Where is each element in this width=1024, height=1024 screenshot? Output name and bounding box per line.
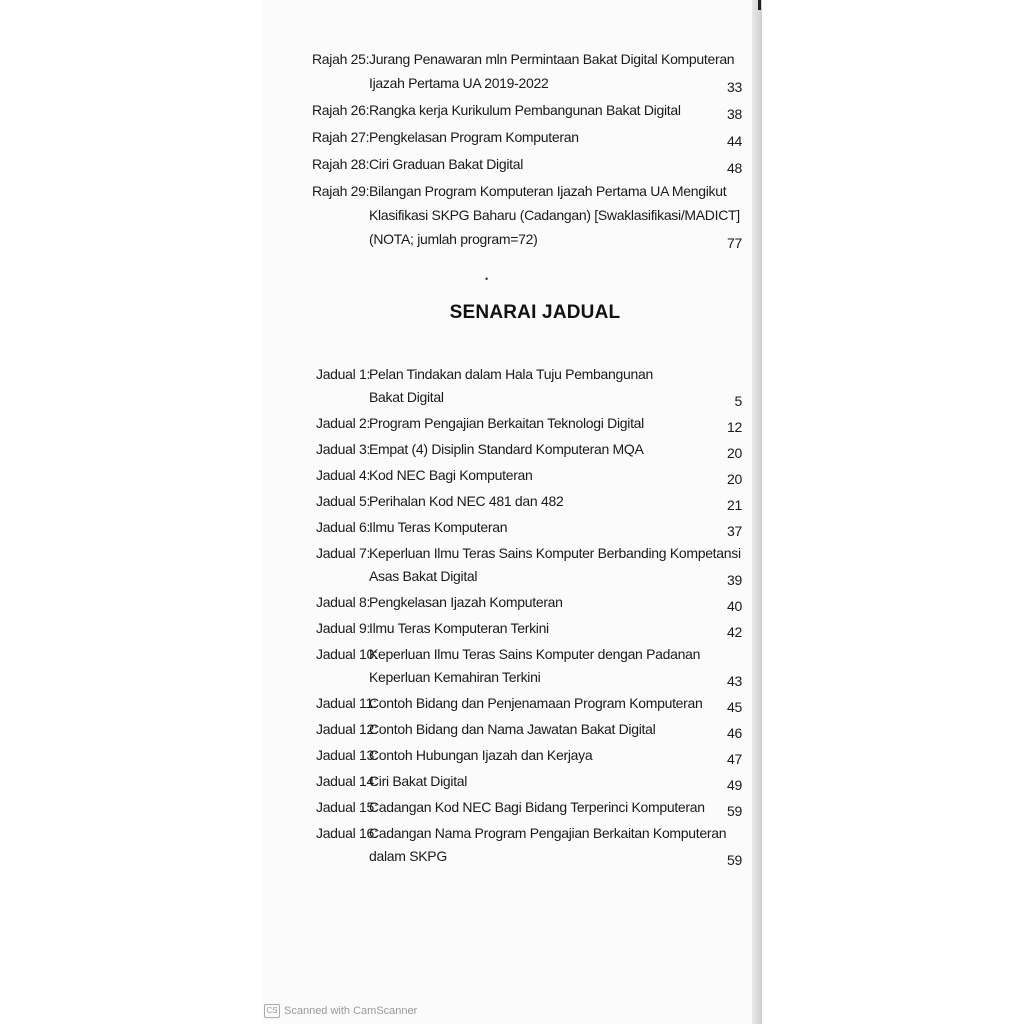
jadual-entry: [312, 643, 742, 689]
jadual-label: Jadual 2:: [316, 415, 371, 431]
jadual-title-line: Perihalan Kod NEC 481 dan 482: [369, 493, 564, 509]
rajah-label: Rajah 27:: [312, 129, 370, 145]
jadual-title-line: Ilmu Teras Komputeran Terkini: [369, 620, 549, 636]
scan-top-mark: [758, 0, 761, 10]
jadual-title-line: Program Pengajian Berkaitan Teknologi Digital: [369, 415, 644, 431]
jadual-entry: [312, 412, 742, 435]
rajah-entry: [312, 153, 742, 177]
jadual-entry: [312, 438, 742, 461]
jadual-title-line: Bakat Digital: [369, 389, 444, 405]
jadual-page-number: 20: [727, 471, 742, 487]
jadual-page-number: 37: [727, 523, 742, 539]
jadual-title-line: Pengkelasan Ijazah Komputeran: [369, 594, 563, 610]
rajah-entry: [312, 180, 742, 252]
jadual-label: Jadual 4:: [316, 467, 371, 483]
section-heading-senarai-jadual: SENARAI JADUAL: [449, 302, 621, 323]
jadual-entry: [312, 464, 742, 487]
jadual-entry: [312, 770, 742, 793]
jadual-title-line: Ciri Bakat Digital: [369, 773, 468, 789]
jadual-entry: [312, 822, 742, 868]
jadual-label: Jadual 16:: [316, 825, 378, 841]
rajah-title-line: Klasifikasi SKPG Baharu (Cadangan) [Swaklasifikasi/MADICT]: [369, 207, 740, 223]
jadual-title-line: Contoh Bidang dan Penjenamaan Program Komputeran: [369, 695, 703, 711]
jadual-page-number: 40: [727, 598, 742, 614]
rajah-label: Rajah 25:: [312, 51, 370, 67]
rajah-title-line: Pengkelasan Program Komputeran: [369, 129, 579, 145]
jadual-page-number: 45: [727, 699, 742, 715]
rajah-entry: [312, 126, 742, 150]
jadual-label: Jadual 12:: [316, 721, 378, 737]
jadual-title-line: Contoh Hubungan Ijazah dan Kerjaya: [369, 747, 593, 763]
jadual-label: Jadual 9:: [316, 620, 371, 636]
rajah-page-number: 44: [727, 133, 742, 149]
jadual-label: Jadual 1:: [316, 366, 371, 382]
jadual-label: Jadual 6:: [316, 519, 371, 535]
jadual-title-line: Kod NEC Bagi Komputeran: [369, 467, 533, 483]
jadual-entry: [312, 542, 742, 588]
jadual-label: Jadual 14:: [316, 773, 378, 789]
jadual-page-number: 12: [727, 419, 742, 435]
scanner-watermark: [264, 1004, 417, 1018]
rajah-label: Rajah 28:: [312, 156, 370, 172]
jadual-entry: [312, 617, 742, 640]
jadual-page-number: 42: [727, 624, 742, 640]
page-edge-shadow: [752, 0, 762, 1024]
jadual-label: Jadual 5:: [316, 493, 371, 509]
jadual-title-line: Keperluan Ilmu Teras Sains Komputer Berbanding Kompetansi: [369, 545, 741, 561]
watermark-text: Scanned with CamScanner: [284, 1005, 418, 1017]
rajah-page-number: 77: [727, 235, 742, 251]
jadual-label: Jadual 15:: [316, 799, 378, 815]
jadual-title-line: Cadangan Nama Program Pengajian Berkaitan Komputeran: [369, 825, 727, 841]
jadual-page-number: 46: [727, 725, 742, 741]
rajah-title-line: Bilangan Program Komputeran Ijazah Pertama UA Mengikut: [369, 183, 727, 199]
jadual-page-number: 20: [727, 445, 742, 461]
jadual-label: Jadual 11:: [316, 695, 377, 711]
jadual-entry: [312, 516, 742, 539]
jadual-page-number: 47: [727, 751, 742, 767]
rajah-page-number: 33: [727, 79, 742, 95]
stray-dot: •: [485, 274, 489, 284]
jadual-title-line: Contoh Bidang dan Nama Jawatan Bakat Digital: [369, 721, 656, 737]
jadual-page-number: 43: [727, 673, 742, 689]
jadual-entry: [312, 692, 742, 715]
rajah-title-line: (NOTA; jumlah program=72): [369, 231, 538, 247]
jadual-label: Jadual 3:: [316, 441, 371, 457]
jadual-entry: [312, 796, 742, 819]
jadual-page-number: 49: [727, 777, 742, 793]
jadual-title-line: Ilmu Teras Komputeran: [369, 519, 508, 535]
jadual-title-line: Cadangan Kod NEC Bagi Bidang Terperinci Komputeran: [369, 799, 705, 815]
jadual-title-line: Keperluan Ilmu Teras Sains Komputer dengan Padanan: [369, 646, 701, 662]
jadual-label: Jadual 7:: [316, 545, 371, 561]
jadual-title-line: dalam SKPG: [369, 848, 447, 864]
rajah-label: Rajah 29:: [312, 183, 370, 199]
rajah-entry: [312, 99, 742, 123]
rajah-entry: [312, 48, 742, 96]
rajah-page-number: 38: [727, 106, 742, 122]
rajah-page-number: 48: [727, 160, 742, 176]
jadual-entry: [312, 744, 742, 767]
jadual-title-line: Empat (4) Disiplin Standard Komputeran MQA: [369, 441, 644, 457]
jadual-page-number: 59: [727, 803, 742, 819]
jadual-title-line: Asas Bakat Digital: [369, 568, 478, 584]
rajah-label: Rajah 26:: [312, 102, 370, 118]
jadual-label: Jadual 10:: [316, 646, 378, 662]
jadual-entry: [312, 490, 742, 513]
jadual-entry: [312, 718, 742, 741]
jadual-title-line: Pelan Tindakan dalam Hala Tuju Pembangunan: [369, 366, 653, 382]
jadual-page-number: 39: [727, 572, 742, 588]
rajah-title-line: Ciri Graduan Bakat Digital: [369, 156, 524, 172]
camscanner-icon: CS: [264, 1004, 280, 1018]
jadual-title-line: Keperluan Kemahiran Terkini: [369, 669, 541, 685]
jadual-page-number: 59: [727, 852, 742, 868]
jadual-label: Jadual 8:: [316, 594, 371, 610]
jadual-entry: [312, 591, 742, 614]
jadual-page-number: 5: [734, 393, 742, 409]
jadual-label: Jadual 13:: [316, 747, 378, 763]
rajah-title-line: Rangka kerja Kurikulum Pembangunan Bakat Digital: [369, 102, 681, 118]
jadual-entry: [312, 363, 742, 409]
rajah-title-line: Ijazah Pertama UA 2019-2022: [369, 75, 549, 91]
rajah-title-line: Jurang Penawaran mln Permintaan Bakat Digital Komputeran: [369, 51, 735, 67]
jadual-page-number: 21: [727, 497, 742, 513]
